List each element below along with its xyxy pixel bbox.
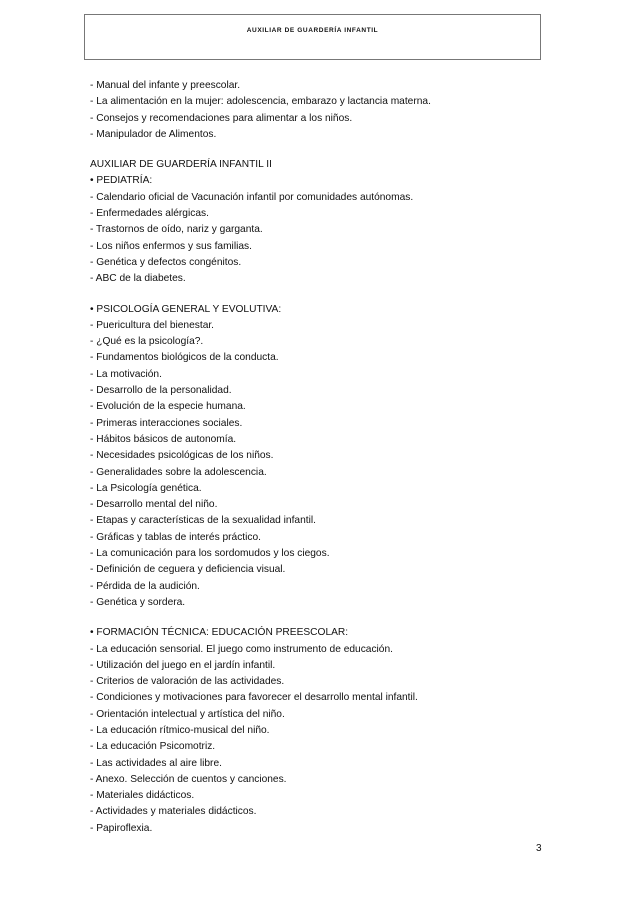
list-item: - Los niños enfermos y sus familias. (90, 240, 252, 252)
list-item: - Enfermedades alérgicas. (90, 208, 209, 220)
list-item: - La educación sensorial. El juego como instrumento de educación. (90, 643, 393, 655)
list-item: - Actividades y materiales didácticos. (90, 806, 257, 818)
document-body (90, 78, 540, 851)
list-item: - Trastornos de oído, nariz y garganta. (90, 224, 263, 236)
list-item: - ¿Qué es la psicología?. (90, 336, 204, 348)
list-item: - Primeras interacciones sociales. (90, 417, 243, 429)
list-item: - Anexo. Selección de cuentos y canciones. (90, 773, 287, 785)
list-item: - Criterios de valoración de las actividades. (90, 676, 285, 688)
list-item: - Orientación intelectual y artística del niño. (90, 708, 285, 720)
section-heading: • PEDIATRÍA: (90, 175, 153, 187)
page-number: 3 (536, 843, 542, 854)
page-header (84, 14, 541, 60)
list-item: - Calendario oficial de Vacunación infantil por comunidades autónomas. (90, 191, 414, 203)
list-item: - Desarrollo mental del niño. (90, 499, 218, 511)
list-item: - Las actividades al aire libre. (90, 757, 222, 769)
list-item: - Manual del infante y preescolar. (90, 80, 241, 91)
list-item: - La alimentación en la mujer: adolescencia, embarazo y lactancia materna. (90, 96, 431, 108)
list-item: - La comunicación para los sordomudos y los ciegos. (90, 548, 330, 560)
list-item: - Manipulador de Alimentos. (90, 128, 217, 140)
intro-list (90, 78, 540, 143)
list-item: - Necesidades psicológicas de los niños. (90, 450, 274, 462)
list-item: - Papiroflexia. (90, 822, 153, 834)
section-pediatria (90, 173, 540, 287)
list-item: - La educación Psicomotriz. (90, 741, 216, 753)
section-heading: • PSICOLOGÍA GENERAL Y EVOLUTIVA: (90, 303, 282, 315)
list-item: - Genética y sordera. (90, 596, 186, 608)
section-formacion-tecnica (90, 625, 540, 837)
list-item: - Puericultura del bienestar. (90, 319, 215, 331)
list-item: - Fundamentos biológicos de la conducta. (90, 352, 279, 364)
header-title: AUXILIAR DE GUARDERÍA INFANTIL (246, 27, 379, 34)
list-item: - Evolución de la especie humana. (90, 401, 246, 413)
list-item: - La motivación. (90, 368, 162, 380)
section-psicologia (90, 302, 540, 612)
list-item: - Generalidades sobre la adolescencia. (90, 466, 267, 478)
course-title: AUXILIAR DE GUARDERÍA INFANTIL II (90, 159, 272, 171)
list-item: - ABC de la diabetes. (90, 273, 186, 285)
list-item: - La educación rítmico-musical del niño. (90, 724, 270, 736)
list-item: - Desarrollo de la personalidad. (90, 385, 232, 397)
list-item: - La Psicología genética. (90, 482, 202, 494)
list-item: - Gráficas y tablas de interés práctico. (90, 531, 261, 543)
section-heading: • FORMACIÓN TÉCNICA: EDUCACIÓN PREESCOLAR: (90, 627, 349, 639)
list-item: - Condiciones y motivaciones para favorecer el desarrollo mental infantil. (90, 692, 418, 704)
list-item: - Consejos y recomendaciones para alimentar a los niños. (90, 112, 353, 124)
list-item: - Etapas y características de la sexualidad infantil. (90, 515, 316, 527)
list-item: - Pérdida de la audición. (90, 580, 200, 592)
list-item: - Definición de ceguera y deficiencia visual. (90, 564, 286, 576)
list-item: - Genética y defectos congénitos. (90, 256, 242, 268)
list-item: - Utilización del juego en el jardín infantil. (90, 659, 276, 671)
list-item: - Materiales didácticos. (90, 790, 195, 802)
list-item: - Hábitos básicos de autonomía. (90, 433, 237, 445)
